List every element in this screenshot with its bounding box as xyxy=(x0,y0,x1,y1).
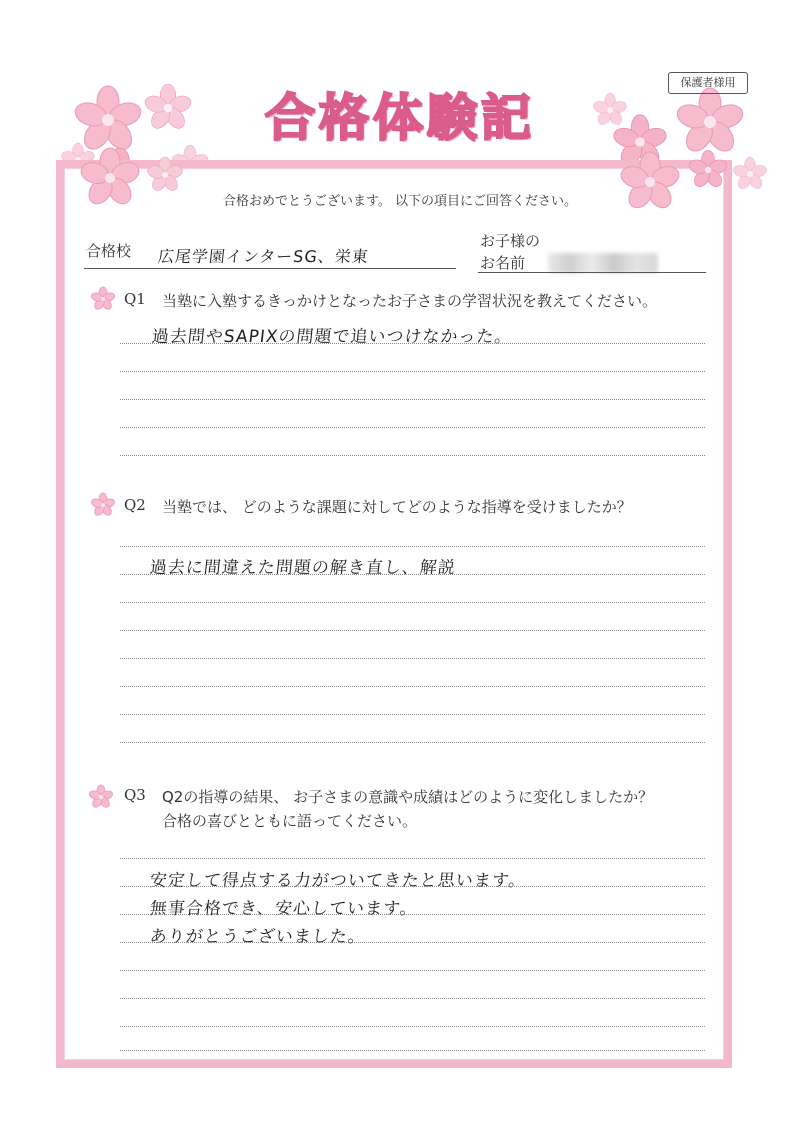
q3-text-line2: 合格の喜びとともに語ってください。 xyxy=(162,812,418,830)
answer-line xyxy=(120,686,705,687)
answer-line xyxy=(120,574,705,575)
answer-line xyxy=(120,886,705,887)
cherry-blossom-icon xyxy=(146,157,184,193)
child-name-label-line1: お子様の xyxy=(480,232,541,250)
q3-text-line1: Q2の指導の結果、 お子さまの意識や成績はどのように変化しましたか？ xyxy=(162,788,654,806)
answer-line xyxy=(120,343,705,344)
child-name-redacted xyxy=(548,253,658,273)
q2-text: 当塾では、 どのような課題に対してどのような指導を受けましたか？ xyxy=(162,498,632,516)
answer-line xyxy=(120,1050,705,1051)
q1-number: Q1 xyxy=(124,290,146,308)
cherry-blossom-icon xyxy=(90,492,116,518)
q2-answer-line1: 過去に間違えた問題の解き直し、解説 xyxy=(148,558,457,578)
answer-line xyxy=(120,998,705,999)
cherry-blossom-overlay-left xyxy=(70,140,200,230)
school-underline xyxy=(84,268,456,269)
q2-number: Q2 xyxy=(124,496,146,514)
q3-answer-line2: 無事合格でき、安心しています。 xyxy=(148,899,419,919)
child-name-label-line2: お名前 xyxy=(480,254,526,272)
answer-line xyxy=(120,742,705,743)
answer-line xyxy=(120,399,705,400)
answer-line xyxy=(120,630,705,631)
school-label: 合格校 xyxy=(86,242,132,260)
answer-line xyxy=(120,546,705,547)
answer-line xyxy=(120,914,705,915)
q3-answer-line1: 安定して得点する力がついてきたと思います。 xyxy=(148,871,528,891)
cherry-blossom-overlay-right xyxy=(600,140,740,230)
q3-number: Q3 xyxy=(124,786,146,804)
answer-line xyxy=(120,658,705,659)
answer-line xyxy=(120,427,705,428)
intro-text: 合格おめでとうございます。 以下の項目にご回答ください。 xyxy=(222,194,578,209)
cherry-blossom-icon xyxy=(90,286,116,312)
child-name-underline xyxy=(478,272,706,273)
q1-text: 当塾に入塾するきっかけとなったお子さまの学習状況を教えてください。 xyxy=(162,292,658,310)
answer-line xyxy=(120,942,705,943)
page-title: 合格体験記 xyxy=(265,89,535,147)
answer-line xyxy=(120,714,705,715)
answer-line xyxy=(120,371,705,372)
parent-use-badge: 保護者様用 xyxy=(668,72,748,94)
answer-line xyxy=(120,1026,705,1027)
answer-line xyxy=(120,858,705,859)
q3-answer-line3: ありがとうございました。 xyxy=(148,927,367,947)
answer-line xyxy=(120,455,705,456)
q1-answer-line1: 過去問やSAPIXの問題で追いつけなかった。 xyxy=(150,327,514,347)
cherry-blossom-icon xyxy=(687,151,728,190)
school-value: 広尾学園インターSG、栄東 xyxy=(156,247,370,266)
cherry-blossom-icon xyxy=(88,784,114,810)
answer-line xyxy=(120,602,705,603)
answer-line xyxy=(120,970,705,971)
